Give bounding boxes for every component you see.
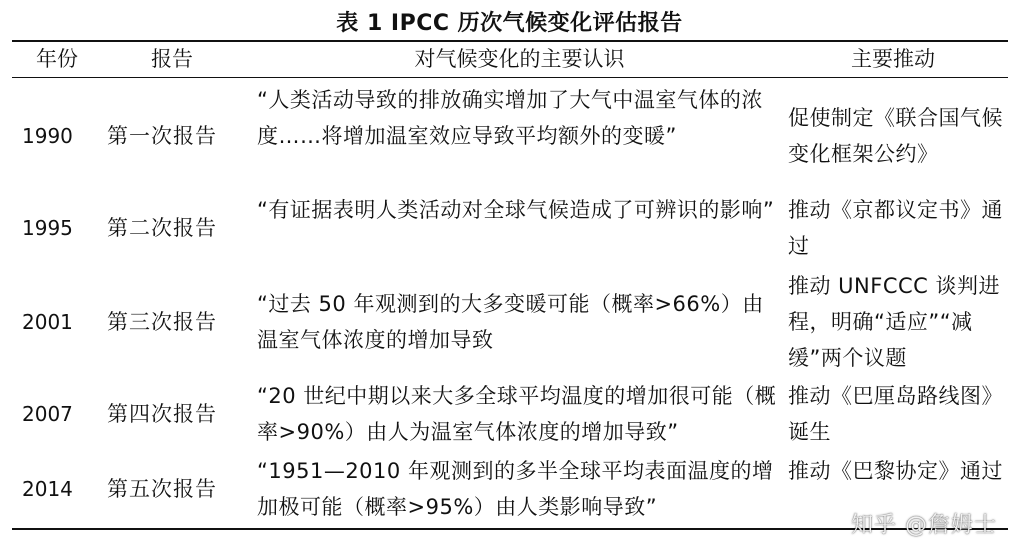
report-cell: 第二次报告 bbox=[107, 216, 217, 240]
push-cell: 推动《巴厘岛路线图》诞生 bbox=[788, 384, 1003, 444]
header-year: 年份 bbox=[36, 47, 78, 71]
report-cell: 第五次报告 bbox=[107, 477, 217, 501]
view-cell: “20 世纪中期以来大多全球平均温度的增加很可能（概率>90%）由人为温室气体浓度的增加导致” bbox=[257, 384, 777, 444]
header-view: 对气候变化的主要认识 bbox=[414, 47, 625, 71]
push-cell: 促使制定《联合国气候变化框架公约》 bbox=[788, 106, 1003, 166]
table-header-rule bbox=[12, 77, 1008, 78]
year-cell: 2014 bbox=[22, 477, 73, 501]
header-report: 报告 bbox=[151, 47, 193, 71]
table-row bbox=[12, 82, 1008, 190]
view-cell: “有证据表明人类活动对全球气候造成了可辨识的影响” bbox=[257, 198, 775, 222]
report-cell: 第四次报告 bbox=[107, 402, 217, 426]
view-cell: “过去 50 年观测到的大多变暖可能（概率>66%）由温室气体浓度的增加导致 bbox=[257, 292, 764, 352]
header-push: 主要推动 bbox=[851, 47, 935, 71]
view-cell: “人类活动导致的排放确实增加了大气中温室气体的浓度……将增加温室效应导致平均额外的变暖” bbox=[257, 88, 763, 148]
year-cell: 1990 bbox=[22, 124, 73, 148]
watermark-text: 知乎 @詹姆士 bbox=[851, 513, 997, 538]
year-cell: 1995 bbox=[22, 216, 73, 240]
report-cell: 第一次报告 bbox=[107, 124, 217, 148]
view-cell: “1951—2010 年观测到的多半全球平均表面温度的增加极可能（概率>95%）由人类影响导致” bbox=[257, 459, 774, 519]
push-cell: 推动 UNFCCC 谈判进程，明确“适应”“减缓”两个议题 bbox=[788, 274, 1000, 370]
push-cell: 推动《巴黎协定》通过 bbox=[788, 459, 1003, 483]
year-cell: 2001 bbox=[22, 310, 73, 334]
push-cell: 推动《京都议定书》通过 bbox=[788, 198, 1003, 258]
table-caption: 表 1 IPCC 历次气候变化评估报告 bbox=[336, 11, 683, 36]
table-row bbox=[12, 268, 1008, 376]
table-row bbox=[12, 378, 1008, 450]
table-top-rule bbox=[12, 40, 1008, 42]
table-row bbox=[12, 192, 1008, 264]
report-cell: 第三次报告 bbox=[107, 310, 217, 334]
year-cell: 2007 bbox=[22, 402, 73, 426]
